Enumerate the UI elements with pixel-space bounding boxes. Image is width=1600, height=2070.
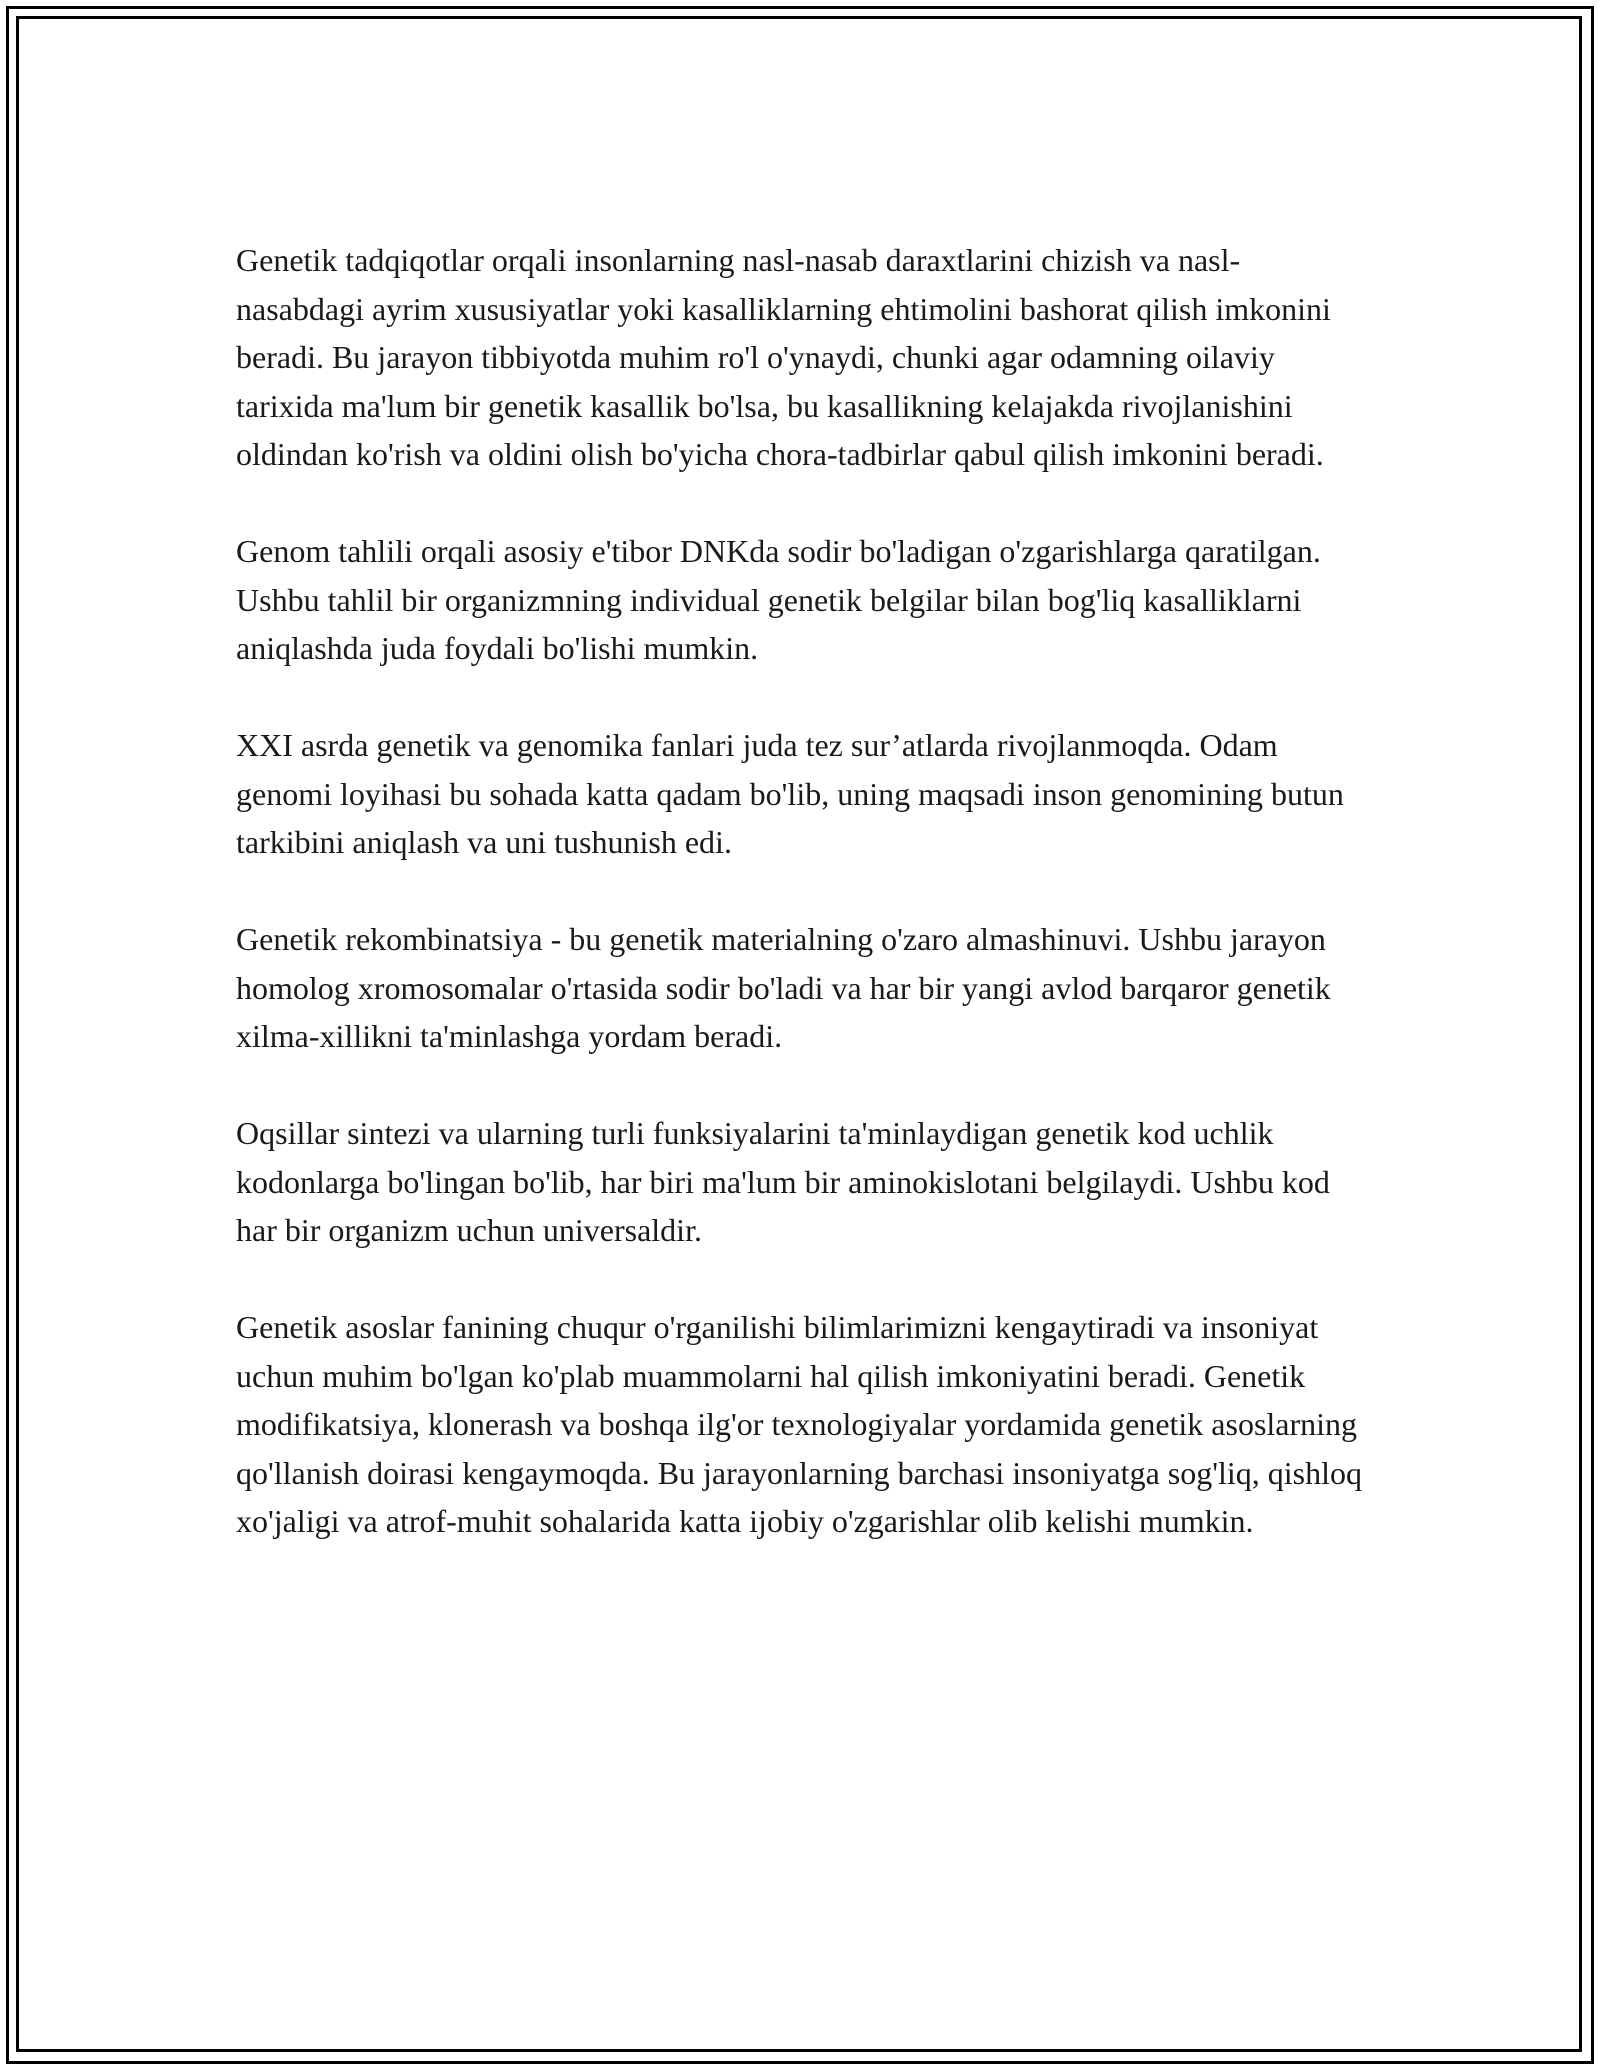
paragraph-human-genome-project: XXI asrda genetik va genomika fanlari juda tez sur’atlarda rivojlanmoqda. Odam genomi loyihasi bu sohada katta qadam bo'lib, uning maqsadi inson genomining butun tarkibini aniqlash va uni tushunish edi. xyxy=(236,727,1344,860)
paragraph-genetic-code: Oqsillar sintezi va ularning turli funksiyalarini ta'minlaydigan genetik kod uchlik kodonlarga bo'lingan bo'lib, har biri ma'lum bir aminokislotani belgilaydi. Ushbu kod har bir organizm uchun universaldir. xyxy=(236,1115,1330,1248)
paragraph-pedigree-analysis: Genetik tadqiqotlar orqali insonlarning nasl-nasab daraxtlarini chizish va nasl-nasabdagi ayrim xususiyatlar yoki kasalliklarning ehtimolini bashorat qilish imkonini beradi. Bu jarayon tibbiyotda muhim ro'l o'ynaydi, chunki agar odamning oilaviy tarixida ma'lum bir genetik kasallik bo'lsa, bu kasallikning kelajakda rivojlanishini oldindan ko'rish va oldini olish bo'yicha chora-tadbirlar qabul qilish imkonini beradi. xyxy=(236,242,1331,472)
paragraph-genome-analysis: Genom tahlili orqali asosiy e'tibor DNKda sodir bo'ladigan o'zgarishlarga qaratilgan. Ushbu tahlil bir organizmning individual genetik belgilar bilan bog'liq kasalliklarni aniqlashda juda foydali bo'lishi mumkin. xyxy=(236,533,1321,666)
document-body xyxy=(236,236,1366,1594)
paragraph-genetic-recombination: Genetik rekombinatsiya - bu genetik materialning o'zaro almashinuvi. Ushbu jarayon homolog xromosomalar o'rtasida sodir bo'ladi va har bir yangi avlod barqaror genetik xilma-xillikni ta'minlashga yordam beradi. xyxy=(236,921,1331,1054)
paragraph-conclusion: Genetik asoslar fanining chuqur o'rganilishi bilimlarimizni kengaytiradi va insoniyat uchun muhim bo'lgan ko'plab muammolarni hal qilish imkoniyatini beradi. Genetik modifikatsiya, klonerash va boshqa ilg'or texnologiyalar yordamida genetik asoslarning qo'llanish doirasi kengaymoqda. Bu jarayonlarning barchasi insoniyatga sog'liq, qishloq xo'jaligi va atrof-muhit sohalarida katta ijobiy o'zgarishlar olib kelishi mumkin. xyxy=(236,1309,1362,1539)
